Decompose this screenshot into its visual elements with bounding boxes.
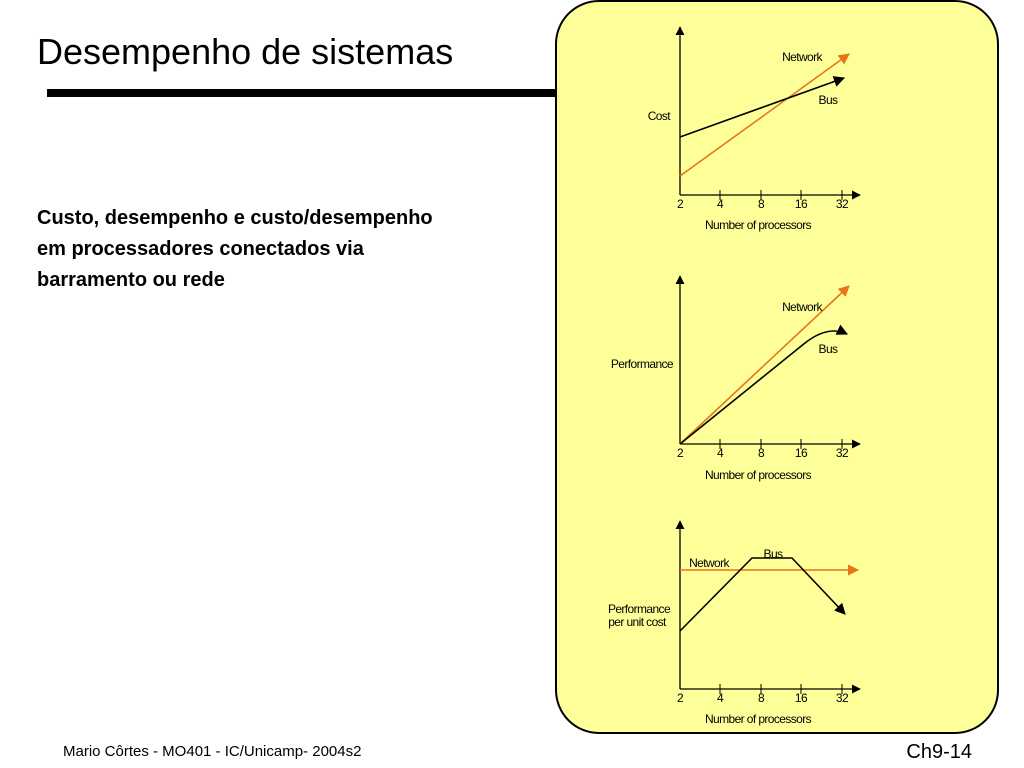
footer-slide-number: Ch9-14 xyxy=(906,741,972,763)
cost-bus-line xyxy=(680,78,844,137)
perf-per-cost-tick-label: 32 xyxy=(835,691,849,705)
perf-per-cost-chart xyxy=(608,521,860,726)
performance-tick-label: 32 xyxy=(835,446,849,460)
performance-bus-label: Bus xyxy=(818,342,838,356)
cost-tick-label: 4 xyxy=(716,197,724,211)
cost-chart xyxy=(648,27,860,232)
performance-y-axis-label: Performance xyxy=(610,357,673,371)
performance-tick-label: 16 xyxy=(794,446,808,460)
perf-per-cost-tick-label: 16 xyxy=(794,691,808,705)
perf-per-cost-tick-label: 2 xyxy=(676,691,684,705)
performance-network-line xyxy=(680,286,849,444)
performance-tick-label: 4 xyxy=(716,446,724,460)
cost-tick-label: 2 xyxy=(676,197,684,211)
cost-network-label: Network xyxy=(782,50,822,64)
cost-tick-label: 16 xyxy=(794,197,808,211)
perf-per-cost-tick-label: 8 xyxy=(757,691,765,705)
performance-tick-label: 2 xyxy=(676,446,684,460)
performance-chart xyxy=(611,276,860,482)
performance-tick-label: 8 xyxy=(757,446,765,460)
perf-per-cost-y-axis-label-line1: Performance xyxy=(607,602,671,616)
cost-bus-label: Bus xyxy=(818,93,838,107)
cost-tick-label: 32 xyxy=(835,197,849,211)
slide-title: Desempenho de sistemas xyxy=(37,31,454,72)
footer-author: Mario Côrtes - MO401 - IC/Unicamp- 2004s2 xyxy=(63,743,362,760)
cost-tick-label: 8 xyxy=(757,197,765,211)
perf-per-cost-network-label: Network xyxy=(689,556,729,570)
cost-network-line xyxy=(680,54,849,176)
perf-per-cost-y-axis-label-line2: per unit cost xyxy=(608,615,666,629)
slide-body-text: Custo, desempenho e custo/desempenho em processadores conectados via barramento ou rede xyxy=(37,207,433,291)
cost-x-axis-label: Number of processors xyxy=(704,218,812,232)
cost-y-axis-label: Cost xyxy=(647,109,670,123)
performance-x-axis-label: Number of processors xyxy=(704,468,812,482)
perf-per-cost-x-axis-label: Number of processors xyxy=(704,712,812,726)
performance-network-label: Network xyxy=(782,300,822,314)
perf-per-cost-bus-label: Bus xyxy=(763,547,783,561)
perf-per-cost-tick-label: 4 xyxy=(716,691,724,705)
